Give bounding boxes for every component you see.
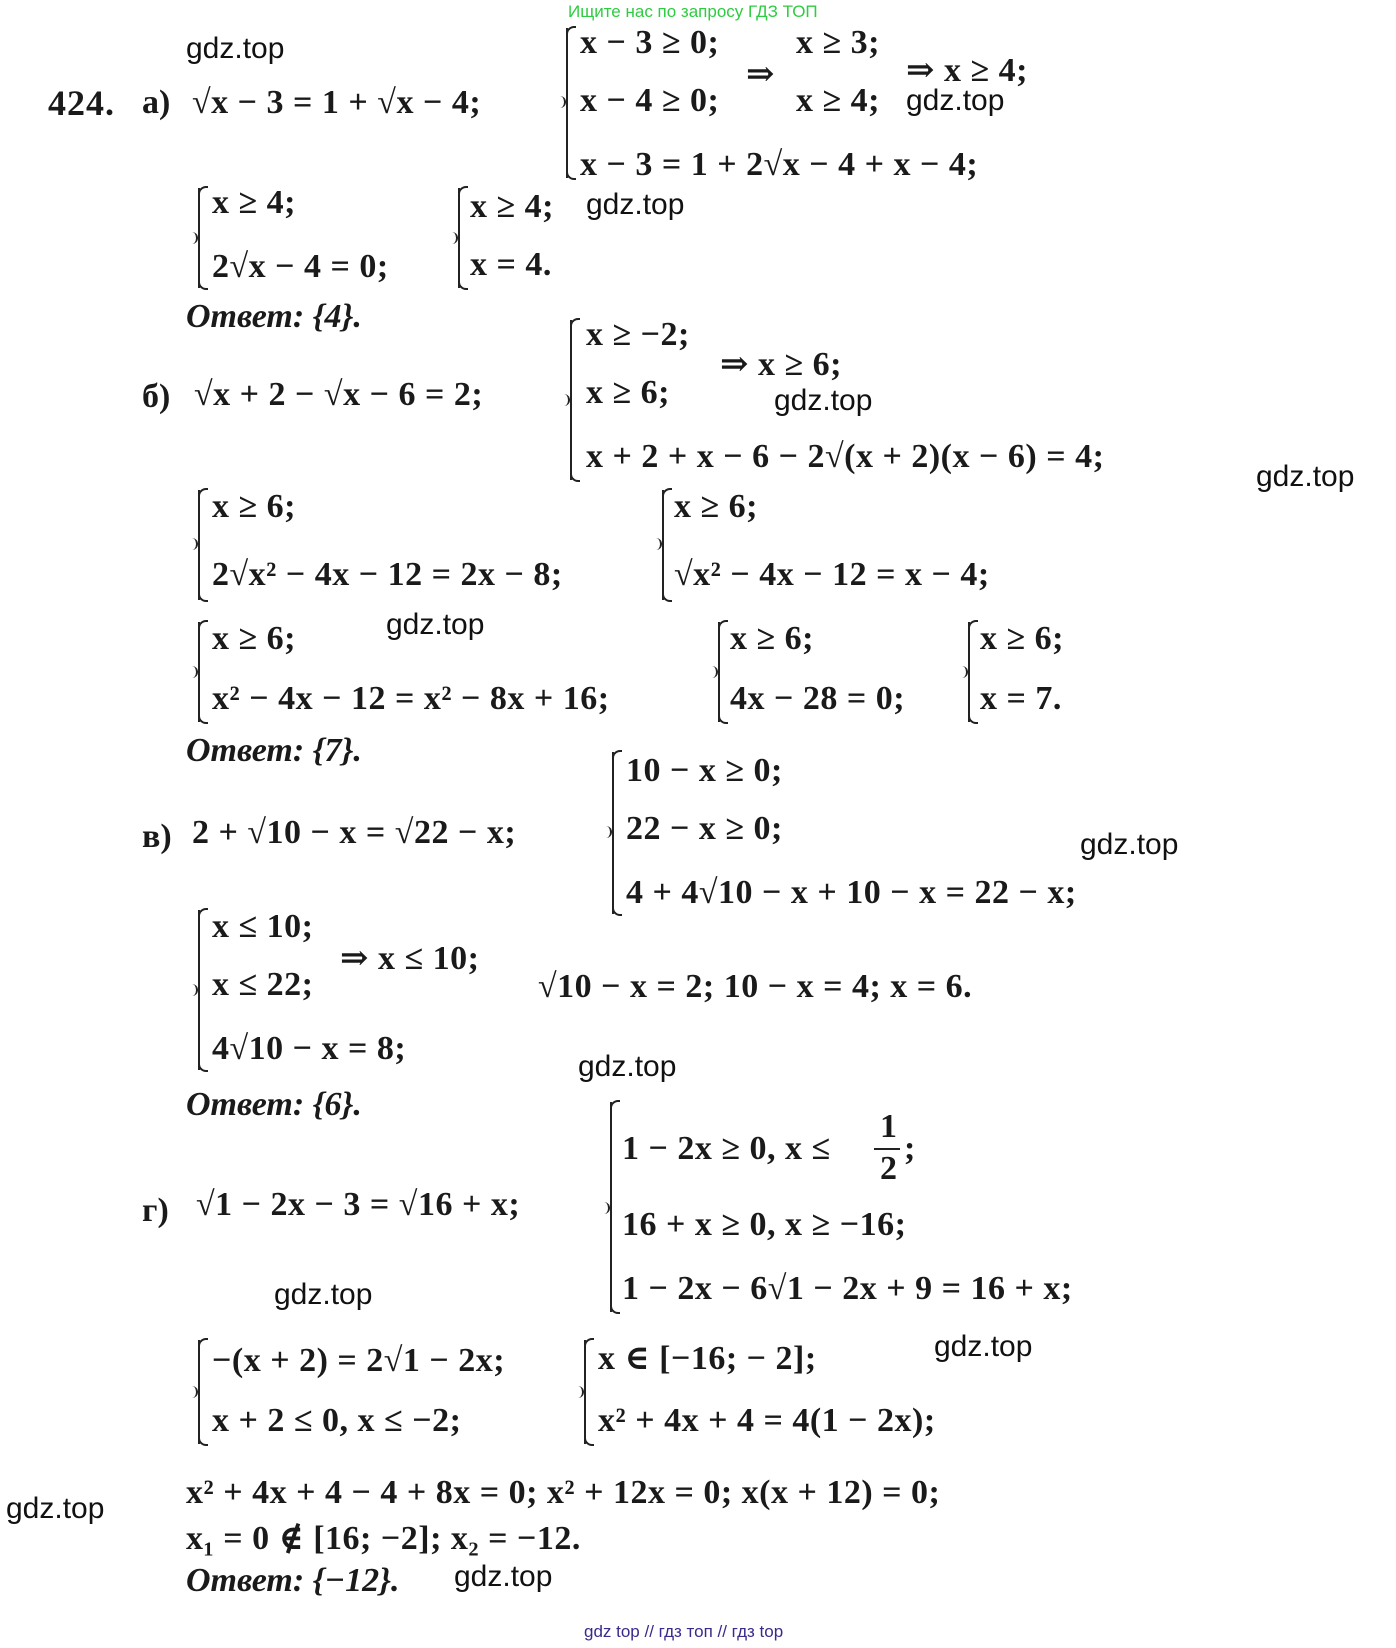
equation-line: 2√x² − 4x − 12 = 2x − 8; — [212, 556, 563, 593]
equation-line: x + 2 + x − 6 − 2√(x + 2)(x − 6) = 4; — [586, 438, 1105, 475]
watermark: gdz.top — [586, 188, 685, 221]
system-brace — [198, 490, 208, 600]
watermark: gdz.top — [906, 84, 1005, 117]
equation-line: 4x − 28 = 0; — [730, 680, 906, 717]
equation-line: 1 − 2x − 6√1 − 2x + 9 = 16 + x; — [622, 1270, 1073, 1307]
equation-line: x₁ = 0 ∉ [16; −2]; x₂ = −12. — [186, 1520, 581, 1557]
system-brace — [198, 188, 208, 288]
watermark: gdz.top — [386, 608, 485, 641]
equation-line: 4√10 − x = 8; — [212, 1030, 407, 1067]
system-brace-tip — [448, 232, 458, 244]
equation-line: x − 3 = 1 + 2√x − 4 + x − 4; — [580, 146, 979, 183]
part-b-equation: √x + 2 − √x − 6 = 2; — [194, 376, 484, 413]
part-g-label: г) — [142, 1192, 169, 1229]
part-g-equation: √1 − 2x − 3 = √16 + x; — [196, 1186, 521, 1223]
top-banner: Ищите нас по запросу ГДЗ ТОП — [568, 2, 818, 21]
system-brace-tip — [602, 826, 612, 838]
equation-line: 10 − x ≥ 0; — [626, 752, 783, 789]
equation-line: x ≥ 6; — [980, 620, 1064, 657]
equation-line: x ≥ 4; — [796, 82, 880, 119]
implies-arrow: ⇒ — [746, 56, 775, 93]
system-brace-tip — [188, 666, 198, 678]
system-brace — [610, 1102, 620, 1312]
problem-number: 424. — [48, 83, 115, 123]
system-brace-tip — [600, 1202, 610, 1214]
system-brace — [570, 320, 580, 480]
equation-line: 1 − 2x ≥ 0, x ≤ — [622, 1130, 831, 1167]
system-brace — [584, 1340, 594, 1444]
watermark: gdz.top — [1256, 460, 1355, 493]
system-brace — [612, 752, 622, 914]
watermark: gdz.top — [6, 1492, 105, 1525]
watermark: gdz.top — [1080, 828, 1179, 861]
equation-line: x ≥ 6; — [212, 488, 296, 525]
equation-line: x ≥ 6; — [586, 374, 670, 411]
watermark: gdz.top — [934, 1330, 1033, 1363]
system-brace-tip — [708, 666, 718, 678]
system-brace — [718, 622, 728, 722]
equation-line: x² − 4x − 12 = x² − 8x + 16; — [212, 680, 610, 717]
system-brace-tip — [560, 394, 570, 406]
equation-line: x ∈ [−16; − 2]; — [598, 1340, 817, 1377]
system-brace — [198, 910, 208, 1070]
equation-line: x² + 4x + 4 − 4 + 8x = 0; x² + 12x = 0; x(x + 12) = 0; — [186, 1474, 941, 1511]
part-b-label: б) — [142, 378, 171, 415]
equation-line: x² + 4x + 4 = 4(1 − 2x); — [598, 1402, 936, 1439]
answer: Ответ: {4}. — [186, 298, 362, 335]
equation-line: √10 − x = 2; 10 − x = 4; x = 6. — [538, 968, 973, 1005]
watermark: gdz.top — [578, 1050, 677, 1083]
system-brace-tip — [188, 538, 198, 550]
system-brace-tip — [574, 1386, 584, 1398]
watermark: gdz.top — [274, 1278, 373, 1311]
system-brace-tip — [652, 538, 662, 550]
equation-line: 2√x − 4 = 0; — [212, 248, 389, 285]
equation-line: x ≥ 6; — [212, 620, 296, 657]
equation-line: x ≤ 10; — [212, 908, 314, 945]
equation-line: x ≥ 6; — [674, 488, 758, 525]
equation-line: 16 + x ≥ 0, x ≥ −16; — [622, 1206, 907, 1243]
system-brace — [198, 1340, 208, 1444]
system-brace-tip — [188, 1386, 198, 1398]
system-brace-tip — [556, 96, 566, 108]
equation-line: x − 4 ≥ 0; — [580, 82, 720, 119]
system-brace-tip — [188, 232, 198, 244]
fraction-numerator: 1 — [880, 1108, 898, 1145]
answer: Ответ: {7}. — [186, 732, 362, 769]
equation-line: x = 4. — [470, 246, 552, 283]
watermark: gdz.top — [774, 384, 873, 417]
equation-line: x ≥ 4; — [212, 184, 296, 221]
equation-line: −(x + 2) = 2√1 − 2x; — [212, 1342, 506, 1379]
fraction-denominator: 2 — [880, 1150, 898, 1187]
answer: Ответ: {6}. — [186, 1086, 362, 1123]
equation-line: x ≥ 4; — [470, 188, 554, 225]
equation-line: 4 + 4√10 − x + 10 − x = 22 − x; — [626, 874, 1077, 911]
system-brace — [662, 490, 672, 600]
watermark: gdz.top — [454, 1560, 553, 1593]
equation-line: x = 7. — [980, 680, 1062, 717]
equation-line: ; — [904, 1130, 916, 1167]
system-brace — [968, 622, 978, 722]
equation-line: x ≤ 22; — [212, 966, 314, 1003]
equation-line: x ≥ 3; — [796, 24, 880, 61]
system-brace-tip — [188, 984, 198, 996]
footer-links[interactable]: gdz top // гдз топ // гдз top — [584, 1622, 784, 1641]
implies-result: ⇒ x ≤ 10; — [340, 940, 480, 977]
implies-result: ⇒ x ≥ 4; — [906, 52, 1028, 89]
equation-line: x − 3 ≥ 0; — [580, 24, 720, 61]
equation-line: √x² − 4x − 12 = x − 4; — [674, 556, 990, 593]
part-v-label: в) — [142, 818, 172, 855]
part-v-equation: 2 + √10 − x = √22 − x; — [192, 814, 517, 851]
system-brace-tip — [958, 666, 968, 678]
equation-line: 22 − x ≥ 0; — [626, 810, 783, 847]
part-a-label: а) — [142, 84, 171, 121]
equation-line: x + 2 ≤ 0, x ≤ −2; — [212, 1402, 462, 1439]
watermark: gdz.top — [186, 32, 285, 65]
equation-line: x ≥ 6; — [730, 620, 814, 657]
system-brace — [566, 28, 576, 178]
system-brace — [458, 188, 468, 288]
system-brace — [198, 622, 208, 722]
part-a-equation: √x − 3 = 1 + √x − 4; — [192, 84, 482, 121]
equation-line: x ≥ −2; — [586, 316, 690, 353]
implies-result: ⇒ x ≥ 6; — [720, 346, 842, 383]
answer: Ответ: {−12}. — [186, 1562, 400, 1599]
